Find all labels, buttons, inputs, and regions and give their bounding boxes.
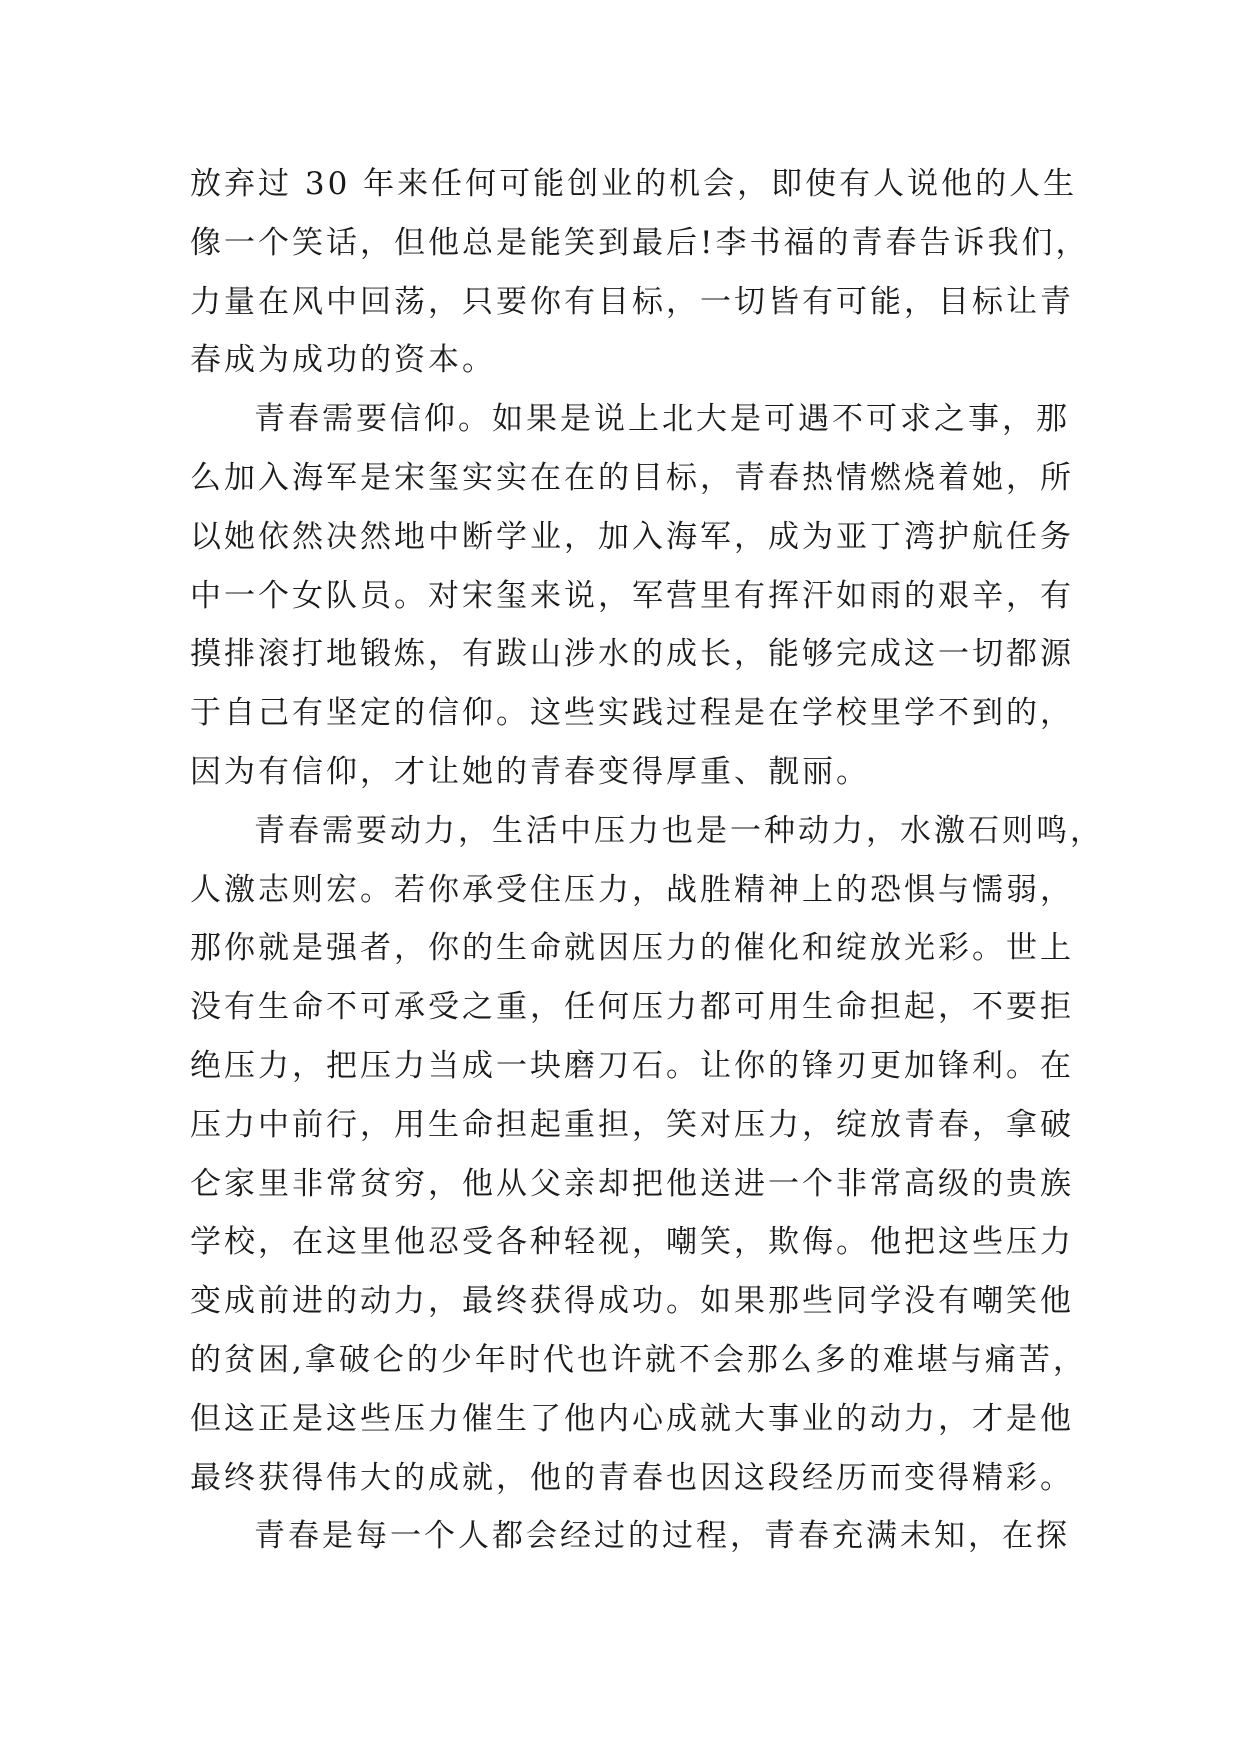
body-text bbox=[190, 155, 1104, 1566]
text-line: 没有生命不可承受之重，任何压力都可用生命担起，不要拒 bbox=[190, 989, 1074, 1026]
text-line: 变成前进的动力，最终获得成功。如果那些同学没有嘲笑他 bbox=[190, 1283, 1074, 1320]
text-line: 的贫困,拿破仑的少年时代也许就不会那么多的难堪与痛苦， bbox=[190, 1341, 1087, 1378]
text-line: 于自己有坚定的信仰。这些实践过程是在学校里学不到的， bbox=[190, 695, 1074, 732]
text-line: 像一个笑话，但他总是能笑到最后!李书福的青春告诉我们， bbox=[190, 224, 1090, 261]
text-line: 因为有信仰，才让她的青春变得厚重、靓丽。 bbox=[190, 753, 870, 790]
text-line: 么加入海军是宋玺实实在在的目标，青春热情燃烧着她，所 bbox=[190, 459, 1074, 496]
text-line: 绝压力，把压力当成一块磨刀石。让你的锋刃更加锋利。在 bbox=[190, 1047, 1074, 1084]
text-line: 青春需要信仰。如果是说上北大是可遇不可求之事，那 bbox=[254, 401, 1070, 438]
text-line: 青春是每一个人都会经过的过程，青春充满未知，在探 bbox=[254, 1518, 1070, 1555]
text-line: 但这正是这些压力催生了他内心成就大事业的动力，才是他 bbox=[190, 1400, 1074, 1437]
text-line: 学校，在这里他忍受各种轻视，嘲笑，欺侮。他把这些压力 bbox=[190, 1224, 1074, 1261]
text-line: 仑家里非常贫穷，他从父亲却把他送进一个非常高级的贵族 bbox=[190, 1165, 1074, 1202]
text-line: 那你就是强者，你的生命就因压力的催化和绽放光彩。世上 bbox=[190, 930, 1074, 967]
text-line: 中一个女队员。对宋玺来说，军营里有挥汗如雨的艰辛，有 bbox=[190, 577, 1074, 614]
text-line: 春成为成功的资本。 bbox=[190, 342, 496, 379]
text-line: 摸排滚打地锻炼，有跋山涉水的成长，能够完成这一切都源 bbox=[190, 636, 1074, 673]
text-line: 青春需要动力，生活中压力也是一种动力，水激石则鸣， bbox=[254, 812, 1104, 849]
text-line: 放弃过 30 年来任何可能创业的机会，即使有人说他的人生 bbox=[190, 166, 1078, 202]
text-line: 以她依然决然地中断学业，加入海军，成为亚丁湾护航任务 bbox=[190, 518, 1074, 555]
text-line: 力量在风中回荡，只要你有目标，一切皆有可能，目标让青 bbox=[190, 283, 1074, 320]
text-line: 人激志则宏。若你承受住压力，战胜精神上的恐惧与懦弱， bbox=[190, 871, 1074, 908]
text-line: 最终获得伟大的成就，他的青春也因这段经历而变得精彩。 bbox=[190, 1459, 1074, 1496]
text-line: 压力中前行，用生命担起重担，笑对压力，绽放青春，拿破 bbox=[190, 1106, 1074, 1143]
